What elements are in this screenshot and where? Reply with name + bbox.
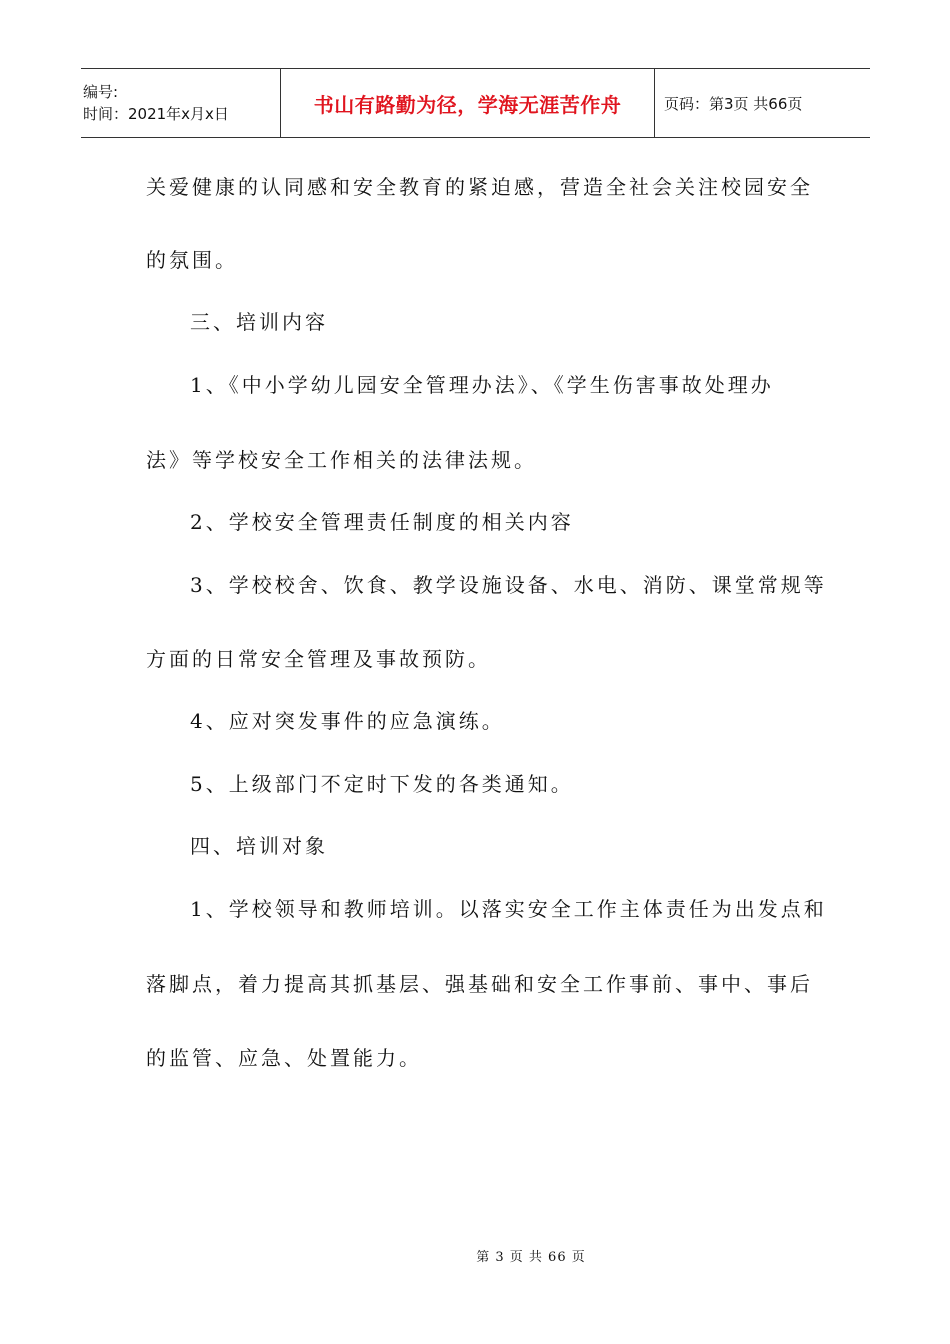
page-header [81, 68, 870, 138]
page-footer [0, 1246, 950, 1265]
paragraph-line: 5、上级部门不定时下发的各类通知。 [190, 772, 574, 796]
paragraph-line: 方面的日常安全管理及事故预防。 [146, 647, 491, 671]
footer-page-number: 第 3 页 共 66 页 [476, 1250, 586, 1265]
header-motto-cell [281, 69, 655, 137]
paragraph-line: 的监管、应急、处置能力。 [146, 1046, 422, 1070]
paragraph-line: 2、学校安全管理责任制度的相关内容 [190, 510, 574, 534]
paragraph-line: 3、学校校舍、饮食、教学设施设备、水电、消防、课堂常规等 [190, 573, 827, 597]
paragraph-line: 的氛围。 [146, 248, 238, 272]
section-heading: 三、培训内容 [190, 310, 328, 334]
header-page-cell [655, 69, 870, 137]
paragraph-line: 4、应对突发事件的应急演练。 [190, 709, 505, 733]
header-motto: 书山有路勤为径，学海无涯苦作舟 [313, 92, 622, 117]
paragraph-line: 1、《中小学幼儿园安全管理办法》、《学生伤害事故处理办 [190, 373, 774, 397]
section-heading: 四、培训对象 [190, 834, 328, 858]
paragraph-line: 法》等学校安全工作相关的法律法规。 [146, 448, 537, 472]
paragraph-line: 关爱健康的认同感和安全教育的紧迫感，营造全社会关注校园安全 [146, 175, 813, 199]
document-number-label: 编号: [83, 83, 119, 101]
document-date: 时间：2021年x月x日 [83, 105, 229, 123]
header-meta [81, 69, 281, 137]
paragraph-line: 落脚点，着力提高其抓基层、强基础和安全工作事前、事中、事后 [146, 972, 813, 996]
paragraph-line: 1、学校领导和教师培训。以落实安全工作主体责任为出发点和 [190, 897, 827, 921]
header-page-info: 页码：第3页 共66页 [664, 94, 803, 113]
